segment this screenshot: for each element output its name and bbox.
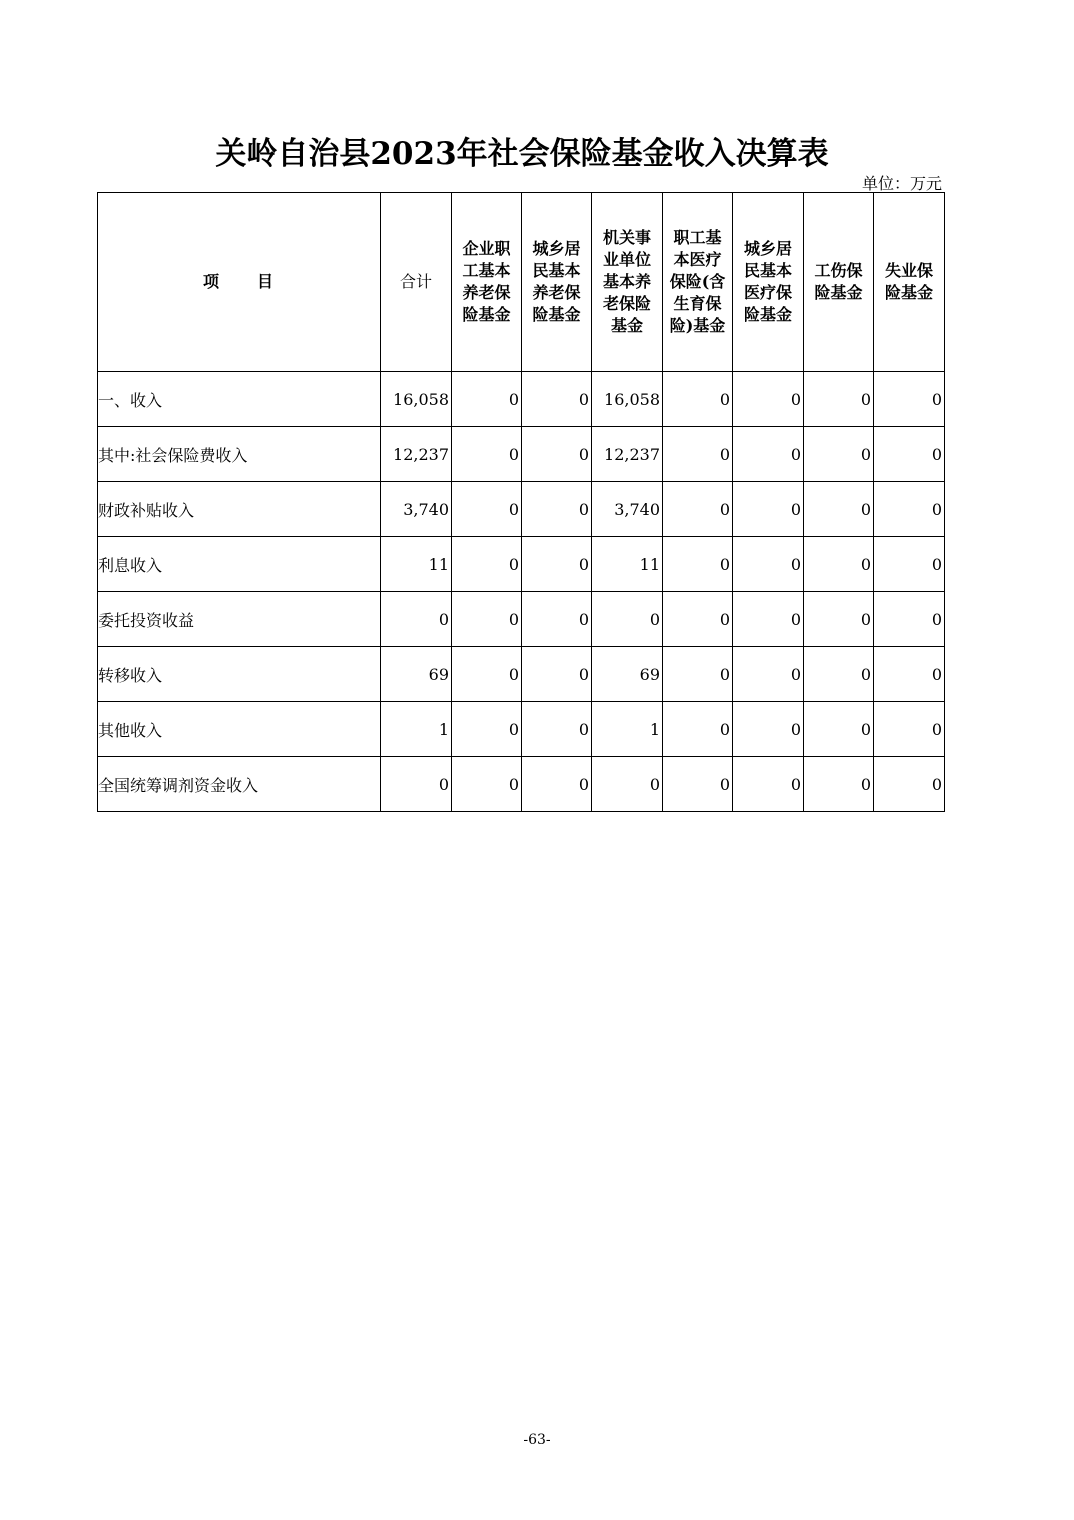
row-label: 一、收入 [98,372,381,427]
header-col-employee-medical: 职工基本医疗保险(含生育保险)基金 [663,193,733,372]
cell-value: 12,237 [381,427,452,482]
page-title: 关岭自治县2023年社会保险基金收入决算表 [215,136,829,172]
cell-value: 3,740 [592,482,663,537]
row-label: 其中:社会保险费收入 [98,427,381,482]
cell-value: 0 [804,537,874,592]
cell-value: 0 [733,537,804,592]
cell-value: 0 [804,702,874,757]
cell-value: 0 [874,427,945,482]
row-label: 转移收入 [98,647,381,702]
header-item-b: 目 [257,272,276,291]
table-row [98,482,945,537]
cell-value: 11 [592,537,663,592]
cell-value: 0 [452,427,522,482]
cell-value: 3,740 [381,482,452,537]
cell-value: 1 [381,702,452,757]
cell-value: 0 [804,427,874,482]
cell-value: 0 [733,372,804,427]
cell-value: 0 [733,647,804,702]
cell-value: 0 [592,757,663,812]
cell-value: 0 [874,647,945,702]
cell-value: 0 [522,757,592,812]
cell-value: 0 [663,537,733,592]
cell-value: 12,237 [592,427,663,482]
income-table [97,192,945,812]
cell-value: 0 [663,702,733,757]
table-row [98,592,945,647]
page-number: -63- [523,1432,551,1448]
table-header-row [98,193,945,372]
cell-value: 0 [663,647,733,702]
cell-value: 0 [804,757,874,812]
cell-value: 0 [733,702,804,757]
cell-value: 0 [522,647,592,702]
table-row [98,647,945,702]
cell-value: 0 [663,757,733,812]
cell-value: 0 [663,427,733,482]
table-row [98,702,945,757]
cell-value: 0 [522,427,592,482]
row-label: 利息收入 [98,537,381,592]
cell-value: 0 [452,702,522,757]
cell-value: 0 [522,372,592,427]
row-label: 其他收入 [98,702,381,757]
cell-value: 0 [522,702,592,757]
cell-value: 0 [874,592,945,647]
cell-value: 0 [522,592,592,647]
cell-value: 0 [874,702,945,757]
header-col-resident-medical: 城乡居民基本医疗保险基金 [733,193,804,372]
header-col-unemployment: 失业保险基金 [874,193,945,372]
row-label: 财政补贴收入 [98,482,381,537]
cell-value: 0 [804,592,874,647]
cell-value: 0 [804,482,874,537]
header-col-resident-pension: 城乡居民基本养老保险基金 [522,193,592,372]
unit-label: 单位：万元 [861,174,942,193]
cell-value: 69 [381,647,452,702]
cell-value: 0 [874,537,945,592]
cell-value: 0 [452,372,522,427]
table-row [98,537,945,592]
cell-value: 0 [733,757,804,812]
header-col-injury: 工伤保险基金 [804,193,874,372]
cell-value: 0 [733,427,804,482]
cell-value: 0 [733,482,804,537]
cell-value: 0 [663,482,733,537]
cell-value: 0 [452,482,522,537]
cell-value: 0 [592,592,663,647]
cell-value: 0 [874,372,945,427]
cell-value: 69 [592,647,663,702]
cell-value: 0 [522,537,592,592]
cell-value: 0 [804,647,874,702]
cell-value: 0 [663,592,733,647]
cell-value: 0 [452,592,522,647]
header-col-enterprise-pension: 企业职工基本养老保险基金 [452,193,522,372]
cell-value: 11 [381,537,452,592]
cell-value: 0 [804,372,874,427]
row-label: 全国统筹调剂资金收入 [98,757,381,812]
cell-value: 0 [874,757,945,812]
cell-value: 0 [381,757,452,812]
cell-value: 0 [452,537,522,592]
cell-value: 0 [874,482,945,537]
cell-value: 0 [663,372,733,427]
cell-value: 0 [452,757,522,812]
table-row [98,757,945,812]
header-total: 合计 [381,193,452,372]
table-row [98,427,945,482]
cell-value: 16,058 [592,372,663,427]
cell-value: 0 [733,592,804,647]
cell-value: 0 [381,592,452,647]
cell-value: 1 [592,702,663,757]
cell-value: 16,058 [381,372,452,427]
header-item [98,193,381,372]
header-item-a: 项 [202,272,221,291]
row-label: 委托投资收益 [98,592,381,647]
table-row [98,372,945,427]
cell-value: 0 [452,647,522,702]
header-col-institution-pension: 机关事业单位基本养老保险基金 [592,193,663,372]
cell-value: 0 [522,482,592,537]
